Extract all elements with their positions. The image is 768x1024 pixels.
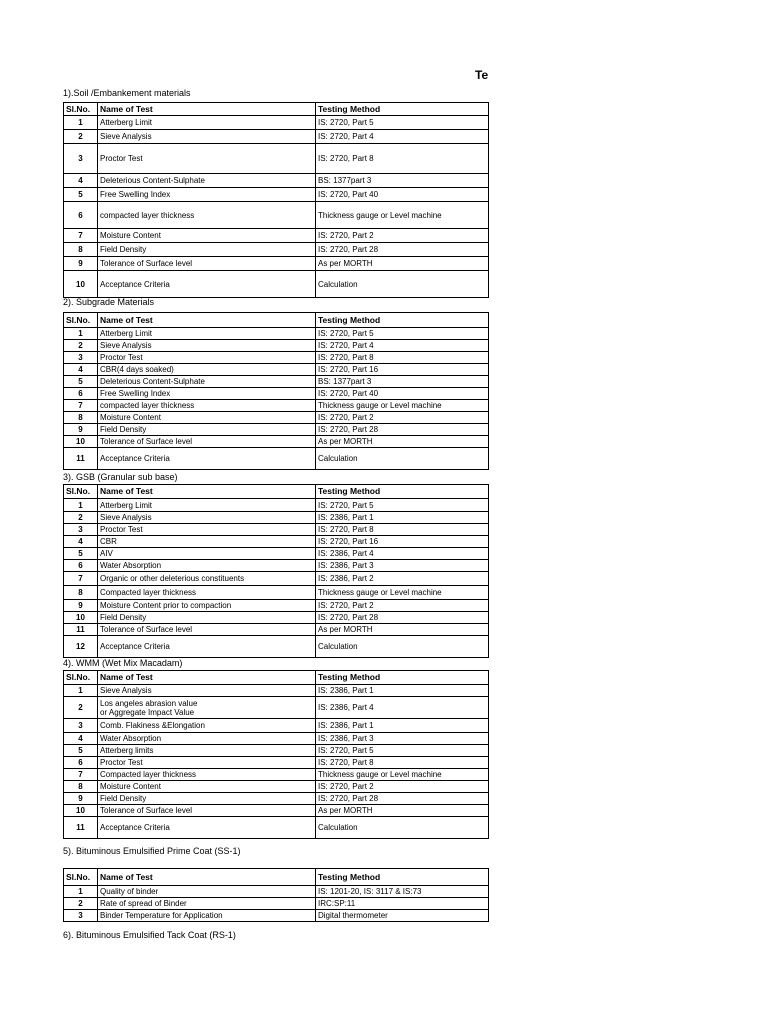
- test-name-cell: Comb. Flakiness &Elongation: [98, 719, 316, 733]
- sl-no-cell: 2: [64, 512, 98, 524]
- sl-no-cell: 9: [64, 600, 98, 612]
- sl-no-cell: 6: [64, 388, 98, 400]
- testing-method-cell: IS: 2720, Part 5: [316, 745, 489, 757]
- test-name-cell: Proctor Test: [98, 144, 316, 174]
- testing-method-cell: IS: 2720, Part 2: [316, 781, 489, 793]
- section-heading: 5). Bituminous Emulsified Prime Coat (SS-1): [63, 846, 241, 856]
- sl-no-cell: 4: [64, 536, 98, 548]
- sl-no-cell: 11: [64, 817, 98, 839]
- table-row: [64, 910, 489, 922]
- test-table: [63, 312, 489, 470]
- test-name-cell: Acceptance Criteria: [98, 636, 316, 658]
- header-testing-method: Testing Method: [316, 671, 489, 685]
- testing-method-cell: IS: 2720, Part 4: [316, 130, 489, 144]
- sl-no-cell: 9: [64, 257, 98, 271]
- table-row: [64, 560, 489, 572]
- testing-method-cell: IS: 2720, Part 4: [316, 340, 489, 352]
- sl-no-cell: 10: [64, 436, 98, 448]
- table-row: [64, 536, 489, 548]
- header-name-of-test: Name of Test: [98, 313, 316, 328]
- header-testing-method: Testing Method: [316, 869, 489, 886]
- test-name-cell: Field Density: [98, 424, 316, 436]
- table-row: [64, 328, 489, 340]
- sl-no-cell: 9: [64, 793, 98, 805]
- table-row: [64, 733, 489, 745]
- testing-method-cell: IS: 2720, Part 2: [316, 412, 489, 424]
- testing-method-cell: IS: 2720, Part 16: [316, 364, 489, 376]
- table-row: [64, 243, 489, 257]
- sl-no-cell: 5: [64, 745, 98, 757]
- testing-method-cell: IS: 2720, Part 8: [316, 757, 489, 769]
- test-name-cell: Compacted layer thickness: [98, 769, 316, 781]
- header-testing-method: Testing Method: [316, 313, 489, 328]
- sl-no-cell: 3: [64, 719, 98, 733]
- test-name-cell: Tolerance of Surface level: [98, 805, 316, 817]
- table-row: [64, 340, 489, 352]
- table-row: [64, 174, 489, 188]
- table-header-row: [64, 869, 489, 886]
- table-row: [64, 448, 489, 470]
- test-name-cell: Los angeles abrasion value or Aggregate Impact Value: [98, 697, 316, 719]
- table-row: [64, 612, 489, 624]
- testing-method-cell: IS: 2386, Part 4: [316, 697, 489, 719]
- sl-no-cell: 7: [64, 400, 98, 412]
- sl-no-cell: 1: [64, 886, 98, 898]
- sl-no-cell: 6: [64, 560, 98, 572]
- section-heading: 4). WMM (Wet Mix Macadam): [63, 658, 183, 668]
- test-name-cell: Rate of spread of Binder: [98, 898, 316, 910]
- test-name-cell: AIV: [98, 548, 316, 560]
- testing-method-cell: Calculation: [316, 817, 489, 839]
- testing-method-cell: As per MORTH: [316, 257, 489, 271]
- testing-method-cell: As per MORTH: [316, 624, 489, 636]
- test-name-cell: Tolerance of Surface level: [98, 257, 316, 271]
- test-name-cell: CBR(4 days soaked): [98, 364, 316, 376]
- test-name-cell: Atterberg Limit: [98, 328, 316, 340]
- section-heading: 2). Subgrade Materials: [63, 297, 155, 307]
- table-row: [64, 781, 489, 793]
- test-name-cell: compacted layer thickness: [98, 400, 316, 412]
- sl-no-cell: 4: [64, 364, 98, 376]
- test-name-cell: Water Absorption: [98, 560, 316, 572]
- sl-no-cell: 8: [64, 586, 98, 600]
- table-row: [64, 364, 489, 376]
- test-name-cell: Field Density: [98, 243, 316, 257]
- table-row: [64, 229, 489, 243]
- test-name-cell: CBR: [98, 536, 316, 548]
- sl-no-cell: 3: [64, 524, 98, 536]
- sl-no-cell: 2: [64, 340, 98, 352]
- table-row: [64, 188, 489, 202]
- table-row: [64, 793, 489, 805]
- table-row: [64, 376, 489, 388]
- test-name-cell: Deleterious Content-Sulphate: [98, 376, 316, 388]
- test-name-cell: Free Swelling Index: [98, 388, 316, 400]
- sl-no-cell: 3: [64, 352, 98, 364]
- testing-method-cell: IS: 2720, Part 40: [316, 388, 489, 400]
- testing-method-cell: BS: 1377part 3: [316, 376, 489, 388]
- table-row: [64, 400, 489, 412]
- table-row: [64, 512, 489, 524]
- test-name-cell: Sieve Analysis: [98, 512, 316, 524]
- table-row: [64, 524, 489, 536]
- test-name-cell: Quality of binder: [98, 886, 316, 898]
- test-name-cell: Compacted layer thickness: [98, 586, 316, 600]
- test-name-cell: Atterberg limits: [98, 745, 316, 757]
- testing-method-cell: IS: 2386, Part 3: [316, 560, 489, 572]
- sl-no-cell: 3: [64, 910, 98, 922]
- test-table: [63, 868, 489, 922]
- testing-method-cell: IS: 1201-20, IS: 3117 & IS:73: [316, 886, 489, 898]
- table-row: [64, 548, 489, 560]
- header-sl-no: Sl.No.: [64, 313, 98, 328]
- test-name-cell: Proctor Test: [98, 524, 316, 536]
- test-table: [63, 670, 489, 839]
- sl-no-cell: 5: [64, 376, 98, 388]
- sl-no-cell: 1: [64, 685, 98, 697]
- table-row: [64, 886, 489, 898]
- table-row: [64, 257, 489, 271]
- header-name-of-test: Name of Test: [98, 671, 316, 685]
- testing-method-cell: Calculation: [316, 636, 489, 658]
- header-name-of-test: Name of Test: [98, 869, 316, 886]
- sl-no-cell: 5: [64, 188, 98, 202]
- table-row: [64, 685, 489, 697]
- testing-method-cell: IS: 2720, Part 8: [316, 144, 489, 174]
- test-name-cell: Moisture Content: [98, 781, 316, 793]
- table-row: [64, 757, 489, 769]
- page-title: Te: [475, 68, 489, 82]
- table-header-row: [64, 485, 489, 499]
- testing-method-cell: BS: 1377part 3: [316, 174, 489, 188]
- test-table: [63, 484, 489, 658]
- sl-no-cell: 8: [64, 412, 98, 424]
- test-name-cell: Proctor Test: [98, 757, 316, 769]
- testing-method-cell: IS: 2386, Part 3: [316, 733, 489, 745]
- table-row: [64, 636, 489, 658]
- sl-no-cell: 2: [64, 130, 98, 144]
- section-heading: 6). Bituminous Emulsified Tack Coat (RS-1): [63, 930, 236, 940]
- section-heading: 1).Soil /Embankement materials: [63, 88, 191, 98]
- testing-method-cell: IS: 2720, Part 28: [316, 612, 489, 624]
- testing-method-cell: IS: 2720, Part 28: [316, 793, 489, 805]
- table-row: [64, 572, 489, 586]
- sl-no-cell: 12: [64, 636, 98, 658]
- testing-method-cell: IS: 2720, Part 40: [316, 188, 489, 202]
- header-name-of-test: Name of Test: [98, 103, 316, 116]
- test-name-cell: Moisture Content prior to compaction: [98, 600, 316, 612]
- test-name-cell: Moisture Content: [98, 229, 316, 243]
- table-header-row: [64, 313, 489, 328]
- sl-no-cell: 5: [64, 548, 98, 560]
- testing-method-cell: IS: 2720, Part 2: [316, 229, 489, 243]
- table-row: [64, 805, 489, 817]
- table-row: [64, 424, 489, 436]
- table-row: [64, 116, 489, 130]
- testing-method-cell: IS: 2720, Part 2: [316, 600, 489, 612]
- test-name-cell: Acceptance Criteria: [98, 271, 316, 298]
- test-name-cell: Atterberg Limit: [98, 499, 316, 512]
- test-name-cell: Atterberg Limit: [98, 116, 316, 130]
- sl-no-cell: 7: [64, 769, 98, 781]
- sl-no-cell: 8: [64, 781, 98, 793]
- testing-method-cell: IS: 2386, Part 1: [316, 685, 489, 697]
- testing-method-cell: IS: 2720, Part 5: [316, 116, 489, 130]
- test-name-cell: Deleterious Content-Sulphate: [98, 174, 316, 188]
- test-name-cell: Field Density: [98, 612, 316, 624]
- table-row: [64, 719, 489, 733]
- table-row: [64, 817, 489, 839]
- sl-no-cell: 9: [64, 424, 98, 436]
- test-name-cell: Field Density: [98, 793, 316, 805]
- test-name-cell: Free Swelling Index: [98, 188, 316, 202]
- table-header-row: [64, 103, 489, 116]
- table-row: [64, 202, 489, 229]
- sl-no-cell: 4: [64, 733, 98, 745]
- sl-no-cell: 11: [64, 624, 98, 636]
- sl-no-cell: 7: [64, 572, 98, 586]
- sl-no-cell: 3: [64, 144, 98, 174]
- test-name-cell: Tolerance of Surface level: [98, 624, 316, 636]
- table-row: [64, 436, 489, 448]
- testing-method-cell: IS: 2720, Part 5: [316, 499, 489, 512]
- test-name-cell: Proctor Test: [98, 352, 316, 364]
- sl-no-cell: 8: [64, 243, 98, 257]
- testing-method-cell: Calculation: [316, 271, 489, 298]
- testing-method-cell: Digital thermometer: [316, 910, 489, 922]
- header-testing-method: Testing Method: [316, 485, 489, 499]
- sl-no-cell: 11: [64, 448, 98, 470]
- table-row: [64, 586, 489, 600]
- sl-no-cell: 2: [64, 697, 98, 719]
- sl-no-cell: 1: [64, 499, 98, 512]
- table-row: [64, 271, 489, 298]
- test-table: [63, 102, 489, 298]
- testing-method-cell: IS: 2386, Part 2: [316, 572, 489, 586]
- header-sl-no: Sl.No.: [64, 485, 98, 499]
- testing-method-cell: As per MORTH: [316, 436, 489, 448]
- testing-method-cell: Thickness gauge or Level machine: [316, 769, 489, 781]
- table-row: [64, 144, 489, 174]
- sl-no-cell: 1: [64, 116, 98, 130]
- table-row: [64, 130, 489, 144]
- header-name-of-test: Name of Test: [98, 485, 316, 499]
- test-name-cell: Sieve Analysis: [98, 340, 316, 352]
- table-row: [64, 352, 489, 364]
- testing-method-cell: Thickness gauge or Level machine: [316, 202, 489, 229]
- testing-method-cell: IS: 2720, Part 28: [316, 243, 489, 257]
- table-row: [64, 697, 489, 719]
- table-row: [64, 600, 489, 612]
- testing-method-cell: IS: 2720, Part 5: [316, 328, 489, 340]
- sl-no-cell: 6: [64, 202, 98, 229]
- test-name-cell: compacted layer thickness: [98, 202, 316, 229]
- table-row: [64, 624, 489, 636]
- test-name-cell: Sieve Analysis: [98, 685, 316, 697]
- testing-method-cell: IS: 2386, Part 1: [316, 719, 489, 733]
- test-name-cell: Moisture Content: [98, 412, 316, 424]
- sl-no-cell: 1: [64, 328, 98, 340]
- table-header-row: [64, 671, 489, 685]
- test-name-cell: Organic or other deleterious constituents: [98, 572, 316, 586]
- testing-method-cell: IRC:SP:11: [316, 898, 489, 910]
- header-sl-no: Sl.No.: [64, 671, 98, 685]
- testing-method-cell: IS: 2720, Part 8: [316, 352, 489, 364]
- header-testing-method: Testing Method: [316, 103, 489, 116]
- table-row: [64, 499, 489, 512]
- sl-no-cell: 6: [64, 757, 98, 769]
- section-heading: 3). GSB (Granular sub base): [63, 472, 178, 482]
- sl-no-cell: 10: [64, 612, 98, 624]
- testing-method-cell: Thickness gauge or Level machine: [316, 586, 489, 600]
- test-name-cell: Acceptance Criteria: [98, 448, 316, 470]
- testing-method-cell: IS: 2386, Part 1: [316, 512, 489, 524]
- sl-no-cell: 4: [64, 174, 98, 188]
- sl-no-cell: 2: [64, 898, 98, 910]
- header-sl-no: Sl.No.: [64, 103, 98, 116]
- testing-method-cell: IS: 2720, Part 28: [316, 424, 489, 436]
- testing-method-cell: IS: 2720, Part 16: [316, 536, 489, 548]
- sl-no-cell: 10: [64, 805, 98, 817]
- table-row: [64, 412, 489, 424]
- table-row: [64, 745, 489, 757]
- sl-no-cell: 10: [64, 271, 98, 298]
- testing-method-cell: Calculation: [316, 448, 489, 470]
- sl-no-cell: 7: [64, 229, 98, 243]
- table-row: [64, 388, 489, 400]
- test-name-cell: Sieve Analysis: [98, 130, 316, 144]
- table-row: [64, 898, 489, 910]
- test-name-cell: Binder Temperature for Application: [98, 910, 316, 922]
- header-sl-no: Sl.No.: [64, 869, 98, 886]
- table-row: [64, 769, 489, 781]
- testing-method-cell: As per MORTH: [316, 805, 489, 817]
- testing-method-cell: IS: 2720, Part 8: [316, 524, 489, 536]
- test-name-cell: Water Absorption: [98, 733, 316, 745]
- testing-method-cell: Thickness gauge or Level machine: [316, 400, 489, 412]
- test-name-cell: Acceptance Criteria: [98, 817, 316, 839]
- test-name-cell: Tolerance of Surface level: [98, 436, 316, 448]
- testing-method-cell: IS: 2386, Part 4: [316, 548, 489, 560]
